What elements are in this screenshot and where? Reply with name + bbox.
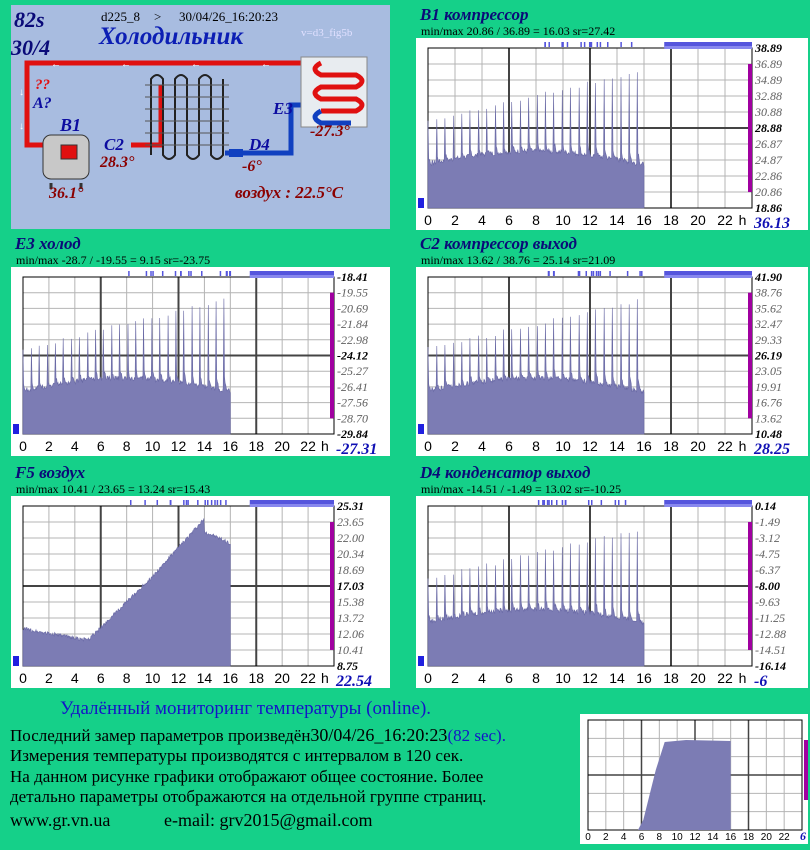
x-tick-label: 14 — [609, 670, 625, 686]
y-tick-label: 26.87 — [755, 137, 782, 151]
datetime: 30/04/26_16:20:23 — [179, 9, 278, 24]
y-tick-label: 38.76 — [755, 285, 782, 300]
event-tick — [584, 42, 586, 47]
footer-email[interactable]: e-mail: grv2015@gmail.com — [164, 810, 373, 830]
y-tick-label: 18.69 — [337, 563, 364, 577]
schematic-title: Холодильник — [99, 23, 244, 50]
y-tick-label: 12.06 — [337, 627, 364, 641]
event-tick — [130, 500, 132, 505]
x-unit-label: h — [321, 438, 329, 454]
event-tick — [214, 500, 216, 505]
event-tick — [600, 271, 602, 276]
y-tick-label: -27.56 — [337, 395, 368, 410]
svg-text:↓: ↓ — [19, 121, 24, 132]
y-tick-label: 32.47 — [755, 317, 782, 332]
x-tick-label: 2 — [451, 670, 459, 686]
y-tick-label: 10.48 — [755, 427, 782, 441]
y-tick-label: -8.00 — [755, 579, 780, 593]
chart-b1 — [416, 5, 808, 230]
event-tick — [548, 271, 550, 276]
x-tick-label: 20 — [690, 438, 706, 454]
event-tick — [220, 500, 222, 505]
y-tick-label: 8.75 — [337, 659, 358, 673]
event-tick — [598, 271, 600, 276]
event-tick — [591, 271, 593, 276]
y-tick-label: 35.62 — [755, 301, 782, 316]
y-tick-label: 16.76 — [755, 395, 782, 410]
range-bar — [330, 522, 334, 650]
sensor-a-label: A? — [33, 95, 52, 112]
event-tick — [607, 42, 609, 47]
svg-text:↓: ↓ — [19, 87, 24, 98]
sensor-c2-value: 28.3° — [100, 154, 135, 171]
x-tick-label: 10 — [671, 832, 683, 843]
x-tick-label: 22 — [717, 212, 733, 228]
y-tick-label: 34.89 — [755, 73, 782, 87]
y-tick-label: 18.86 — [755, 201, 782, 215]
y-tick-label: 36.89 — [755, 57, 782, 71]
y-tick-label: -9.63 — [755, 595, 780, 609]
event-tick — [152, 271, 154, 276]
event-tick — [625, 500, 627, 505]
sensor-e3-label: E3 — [273, 99, 293, 118]
low-marker — [418, 656, 424, 666]
event-tick — [631, 42, 633, 47]
event-tick — [146, 271, 148, 276]
y-tick-label: 29.33 — [755, 332, 782, 347]
chart-title: B1 компрессор — [420, 5, 529, 24]
x-tick-label: 2 — [451, 438, 459, 454]
x-tick-label: 10 — [144, 438, 161, 454]
mini-chart — [580, 714, 808, 844]
x-tick-label: 10 — [555, 670, 571, 686]
x-tick-label: 16 — [725, 832, 737, 843]
x-tick-label: 12 — [170, 438, 187, 454]
y-tick-label: -25.27 — [337, 364, 368, 379]
y-tick-label: 10.41 — [337, 643, 364, 657]
event-tick — [150, 271, 152, 276]
y-tick-label: 13.72 — [337, 611, 364, 625]
x-tick-label: 14 — [707, 832, 719, 843]
x-tick-label: 12 — [582, 670, 598, 686]
event-tick — [544, 42, 546, 47]
x-tick-label: 0 — [424, 438, 432, 454]
low-marker — [418, 424, 424, 434]
footer-last-measurement — [10, 725, 506, 746]
x-tick-label: 6 — [505, 212, 513, 228]
chart-title: E3 холод — [15, 234, 81, 253]
x-tick-label: 6 — [638, 832, 645, 843]
y-tick-label: -14.51 — [755, 643, 786, 657]
x-tick-label: 20 — [274, 670, 290, 686]
y-tick-label: 22.86 — [755, 169, 782, 183]
x-unit-label: h — [738, 670, 747, 686]
event-tick — [170, 500, 172, 505]
chart-title: C2 компрессор выход — [420, 234, 577, 253]
y-tick-label: 19.91 — [755, 379, 782, 394]
event-tick — [615, 500, 617, 505]
y-tick-label: 15.38 — [337, 595, 364, 609]
y-tick-label: -11.25 — [755, 611, 786, 625]
status-bar — [664, 275, 752, 278]
event-tick — [162, 271, 164, 276]
y-tick-label: -16.14 — [755, 659, 786, 673]
x-tick-label: 10 — [555, 438, 571, 454]
x-tick-label: 4 — [70, 438, 79, 454]
x-tick-label: 2 — [451, 212, 459, 228]
x-tick-label: 16 — [636, 438, 652, 454]
chart-panel — [416, 38, 808, 230]
footer-line4: детально параметры отображаются на отдельной группе страниц. — [10, 787, 487, 806]
chart-title: D4 конденсатор выход — [420, 463, 591, 482]
event-tick — [220, 271, 222, 276]
event-tick — [187, 500, 189, 505]
x-tick-label: 4 — [478, 438, 486, 454]
x-tick-label: 8 — [122, 438, 131, 454]
fridge-schematic — [11, 5, 390, 229]
x-tick-label: 4 — [478, 670, 486, 686]
y-tick-label: 32.88 — [755, 89, 782, 103]
x-tick-label: 12 — [582, 212, 598, 228]
y-tick-label: -19.55 — [337, 285, 368, 300]
y-tick-label: -22.98 — [337, 332, 368, 347]
status-bar — [664, 504, 752, 507]
x-tick-label: 22 — [717, 438, 733, 454]
x-tick-label: 22 — [778, 832, 790, 843]
y-tick-label: 41.90 — [755, 270, 782, 284]
chart-stats: min/max -14.51 / -1.49 = 13.02 sr=-10.25 — [421, 482, 622, 496]
event-tick — [591, 500, 593, 505]
event-tick — [230, 271, 232, 276]
chart-stats: min/max -28.7 / -19.55 = 9.15 sr=-23.75 — [16, 253, 211, 267]
svg-text:←: ← — [121, 59, 131, 70]
x-tick-label: 22 — [300, 438, 316, 454]
x-tick-label: 18 — [248, 670, 265, 686]
chart-c2 — [416, 234, 808, 456]
footer-line1-time: 30/04/26_16:20:23 — [310, 725, 448, 745]
event-tick — [204, 500, 206, 505]
current-value: 36.13 — [754, 215, 790, 230]
range-bar — [748, 522, 752, 650]
footer-website[interactable]: www.gr.vn.ua — [10, 810, 111, 830]
x-tick-label: 4 — [478, 212, 486, 228]
current-value: 28.25 — [754, 441, 790, 456]
x-tick-label: 8 — [656, 832, 663, 843]
y-tick-label: 22.00 — [337, 531, 364, 545]
y-tick-label: -21.84 — [337, 317, 368, 332]
event-tick — [183, 500, 185, 505]
x-tick-label: 16 — [636, 212, 652, 228]
low-marker — [13, 656, 19, 666]
x-tick-label: 6 — [96, 438, 105, 454]
footer-line3: На данном рисунке графики отображают общее состояние. Более — [10, 767, 484, 786]
event-tick — [600, 42, 602, 47]
current-value: -6 — [754, 673, 768, 688]
sensor-c2-label: C2 — [104, 135, 124, 154]
event-tick — [225, 500, 227, 505]
x-tick-label: 18 — [663, 438, 679, 454]
x-tick-label: 18 — [663, 670, 679, 686]
event-tick — [548, 42, 550, 47]
x-tick-label: 20 — [690, 670, 706, 686]
current-value: 6 — [800, 829, 806, 843]
x-tick-label: 8 — [532, 670, 540, 686]
x-tick-label: 14 — [196, 670, 213, 686]
event-tick — [618, 500, 620, 505]
x-tick-label: 14 — [609, 212, 625, 228]
x-tick-label: 20 — [690, 212, 706, 228]
unknown-mark: ?? — [35, 77, 50, 93]
event-tick — [188, 271, 190, 276]
low-marker — [418, 198, 424, 208]
status-bar — [250, 275, 334, 278]
x-tick-label: 14 — [196, 438, 213, 454]
y-tick-label: 17.03 — [337, 579, 364, 593]
x-tick-label: 22 — [300, 670, 316, 686]
y-tick-label: 0.14 — [755, 499, 776, 513]
svg-text:←: ← — [191, 59, 201, 70]
event-tick — [553, 271, 555, 276]
event-tick — [548, 500, 550, 505]
event-tick — [157, 500, 159, 505]
y-tick-label: 13.62 — [755, 411, 782, 426]
x-tick-label: 20 — [274, 438, 290, 454]
event-tick — [562, 500, 564, 505]
y-tick-label: -24.12 — [337, 348, 368, 363]
y-tick-label: 38.89 — [755, 41, 782, 55]
event-tick — [538, 500, 540, 505]
x-tick-label: 14 — [609, 438, 625, 454]
x-unit-label: h — [321, 670, 329, 686]
footer-line1-prefix: Последний замер параметров произведён — [10, 726, 311, 745]
event-tick — [186, 500, 188, 505]
current-value: 22.54 — [336, 673, 372, 688]
x-tick-label: 10 — [555, 212, 571, 228]
chart-panel — [416, 267, 808, 456]
x-tick-label: 10 — [144, 670, 161, 686]
event-tick — [593, 271, 595, 276]
event-tick — [128, 271, 130, 276]
x-tick-label: 12 — [689, 832, 701, 843]
sensor-d4-label: D4 — [249, 135, 270, 154]
event-tick — [597, 42, 599, 47]
footer-heading: Удалённый мониторинг температуры (online). — [60, 698, 432, 719]
y-tick-label: -18.41 — [337, 270, 368, 284]
y-tick-label: -26.41 — [337, 379, 368, 394]
x-tick-label: 2 — [603, 832, 609, 843]
event-tick — [175, 271, 177, 276]
event-tick — [144, 500, 146, 505]
chart-panel — [11, 267, 390, 456]
current-value: -27.31 — [336, 441, 378, 456]
version-label: v=d3_fig5b — [301, 27, 353, 39]
chart-stats: min/max 20.86 / 36.89 = 16.03 sr=27.42 — [421, 24, 616, 38]
chart-f5 — [11, 463, 390, 688]
x-tick-label: 18 — [663, 212, 679, 228]
y-tick-label: 24.87 — [755, 153, 782, 167]
range-bar — [330, 293, 334, 419]
chart-stats: min/max 13.62 / 38.76 = 25.14 sr=21.09 — [421, 253, 616, 267]
event-tick — [180, 271, 182, 276]
x-tick-label: 8 — [532, 438, 540, 454]
event-tick — [544, 500, 546, 505]
event-tick — [542, 500, 544, 505]
low-marker — [13, 424, 19, 434]
air-temperature: воздух : 22.5°C — [235, 183, 344, 202]
x-tick-label: 22 — [717, 670, 733, 686]
event-tick — [547, 500, 549, 505]
y-tick-label: 30.88 — [755, 105, 782, 119]
event-tick — [565, 500, 567, 505]
svg-text:←: ← — [51, 59, 61, 70]
event-tick — [578, 271, 580, 276]
x-tick-label: 16 — [636, 670, 652, 686]
x-tick-label: 0 — [19, 438, 27, 454]
event-tick — [217, 500, 219, 505]
range-bar — [748, 293, 752, 419]
event-tick — [627, 271, 629, 276]
sensor-b1-label: B1 — [60, 115, 82, 135]
y-tick-label: 26.19 — [755, 348, 782, 363]
x-tick-label: 0 — [19, 670, 27, 686]
x-tick-label: 16 — [222, 670, 239, 686]
x-tick-label: 12 — [582, 438, 598, 454]
event-tick — [207, 500, 209, 505]
range-bar — [804, 740, 808, 800]
event-tick — [551, 500, 553, 505]
y-tick-label: 25.31 — [337, 499, 364, 513]
y-tick-label: 23.05 — [755, 364, 782, 379]
event-tick — [567, 42, 569, 47]
series-area — [638, 740, 731, 830]
y-tick-label: -12.88 — [755, 627, 786, 641]
x-tick-label: 6 — [96, 670, 105, 686]
date-short: 30/4 — [11, 35, 51, 60]
event-tick — [556, 500, 558, 505]
event-tick — [601, 500, 603, 505]
x-tick-label: 12 — [170, 670, 187, 686]
chart-e3 — [11, 234, 390, 456]
y-tick-label: -4.75 — [755, 547, 780, 561]
chart-stats: min/max 10.41 / 23.65 = 13.24 sr=15.43 — [16, 482, 211, 496]
status-bar — [664, 46, 752, 49]
footer-line1-suffix: (82 sec). — [447, 726, 506, 745]
x-tick-label: 0 — [585, 832, 591, 843]
x-tick-label: 8 — [122, 670, 131, 686]
y-tick-label: 20.86 — [755, 185, 782, 199]
event-tick — [639, 271, 641, 276]
y-tick-label: -1.49 — [755, 515, 780, 529]
x-tick-label: 6 — [505, 438, 513, 454]
status-bar — [250, 504, 334, 507]
sensor-d4-value: -6° — [242, 158, 262, 175]
range-bar — [748, 64, 752, 192]
event-tick — [588, 500, 590, 505]
x-tick-label: 0 — [424, 212, 432, 228]
sensor-e3-value: -27.3° — [310, 123, 350, 140]
y-tick-label: -28.70 — [337, 411, 368, 426]
event-tick — [586, 271, 588, 276]
y-tick-label: -20.69 — [337, 301, 368, 316]
x-tick-label: 16 — [222, 438, 239, 454]
event-tick — [641, 271, 643, 276]
x-tick-label: 8 — [532, 212, 540, 228]
x-tick-label: 18 — [248, 438, 265, 454]
event-tick — [596, 271, 598, 276]
svg-text:←: ← — [261, 59, 271, 70]
y-tick-label: 20.34 — [337, 547, 364, 561]
x-tick-label: 4 — [70, 670, 79, 686]
x-tick-label: 20 — [760, 832, 772, 843]
event-tick — [226, 271, 228, 276]
event-tick — [561, 42, 563, 47]
event-tick — [211, 500, 213, 505]
x-tick-label: 18 — [742, 832, 755, 843]
chart-d4 — [416, 463, 808, 688]
y-tick-label: -3.12 — [755, 531, 780, 545]
y-tick-label: -29.84 — [337, 427, 368, 441]
chart-panel — [416, 496, 808, 688]
event-tick — [609, 271, 611, 276]
event-tick — [580, 42, 582, 47]
chart-title: F5 воздух — [15, 463, 86, 482]
x-tick-label: 6 — [505, 670, 513, 686]
y-tick-label: 28.88 — [755, 121, 782, 135]
x-unit-label: h — [738, 438, 747, 454]
chart-panel — [11, 496, 390, 688]
x-unit-label: h — [738, 212, 747, 228]
device-id: d225_8 — [101, 9, 140, 24]
event-tick — [197, 500, 199, 505]
footer-line2: Измерения температуры производятся с интервалом в 120 сек. — [10, 746, 464, 765]
x-tick-label: 4 — [620, 832, 627, 843]
event-tick — [190, 271, 192, 276]
interval-label: 82s — [14, 7, 45, 32]
event-tick — [620, 42, 622, 47]
event-tick — [201, 271, 203, 276]
x-tick-label: 0 — [424, 670, 432, 686]
y-tick-label: -6.37 — [755, 563, 780, 577]
sensor-b1-value: 36.1° — [49, 185, 84, 202]
x-tick-label: 2 — [45, 438, 53, 454]
y-tick-label: 23.65 — [337, 515, 364, 529]
arrow-glyph: > — [154, 9, 162, 24]
event-tick — [590, 42, 592, 47]
x-tick-label: 2 — [45, 670, 53, 686]
